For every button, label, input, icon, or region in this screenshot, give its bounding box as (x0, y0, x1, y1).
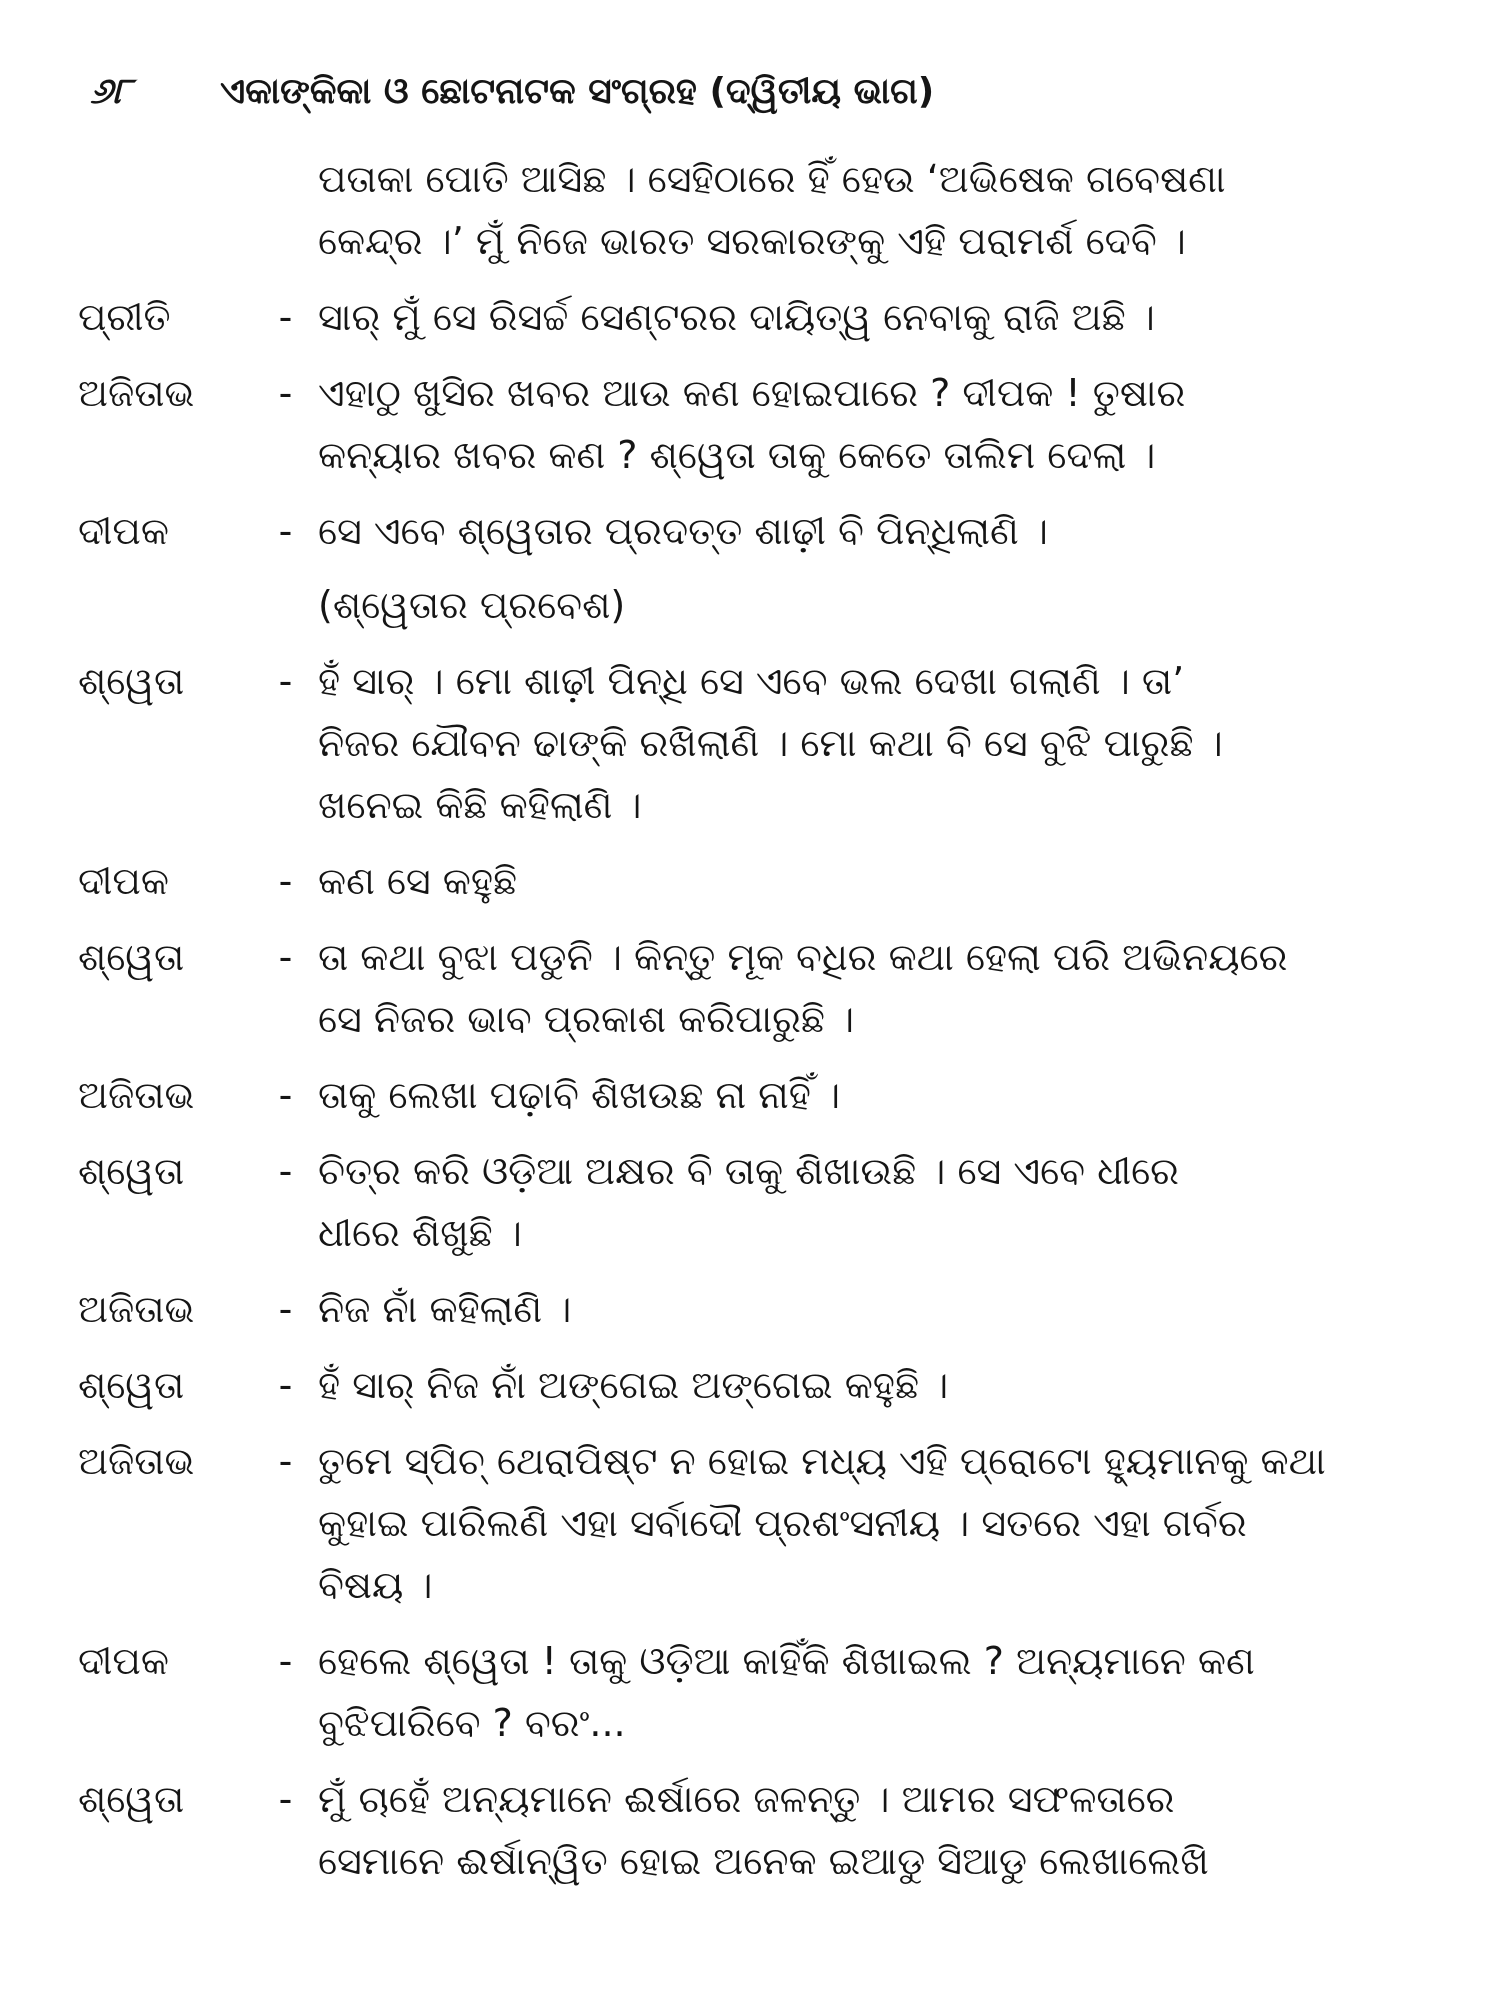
speaker-name: ପ୍ରୀତି (78, 295, 171, 339)
speaker-dash: - (278, 1639, 293, 1683)
speaker-dash: - (278, 1287, 293, 1331)
continuation-line: କେନ୍ଦ୍ର ।’ ମୁଁ ନିଜେ ଭାରତ ସରକାରଙ୍କୁ ଏହି ପରାମର୍ଶ ଦେବି । (318, 219, 1186, 263)
speaker-dash: - (278, 295, 293, 339)
speaker-dash: - (278, 1439, 293, 1483)
speaker-name: ଦୀପକ (78, 509, 169, 553)
dialogue-line: ନିଜର ଯୌବନ ଢାଙ୍କି ରଖିଲାଣି । ମୋ କଥା ବି ସେ ବୁଝି ପାରୁଛି । (318, 721, 1223, 765)
dialogue-text (318, 1768, 1453, 1892)
dialogue-line: ହଁ ସାର୍ । ମୋ ଶାଢ଼ୀ ପିନ୍ଧି ସେ ଏବେ ଭଲ ଦେଖା ଗଲାଣି । ତା’ (318, 659, 1185, 703)
speaker-name: ଶ୍ୱେତା (78, 935, 185, 979)
dialogue-block (78, 650, 1453, 1892)
dialogue-line: ଧୀରେ ଶିଖୁଛି । (318, 1211, 522, 1255)
dialogue-line: ହଁ ସାର୍ ନିଜ ନାଁ ଅଙ୍ଗେଇ ଅଙ୍ଗେଇ କହୁଛି । (318, 1363, 949, 1407)
dialogue-line: ଖନେଇ କିଛି କହିଲାଣି । (318, 783, 642, 827)
dialogue-text (318, 850, 1453, 912)
dialogue-block (78, 286, 1453, 562)
dialogue-line: ନିଜ ନାଁ କହିଲାଣି । (318, 1287, 572, 1331)
dialogue-line: ସେ ଏବେ ଶ୍ୱେତାର ପ୍ରଦତ୍ତ ଶାଢ଼ୀ ବି ପିନ୍ଧିଲାଣି । (318, 509, 1048, 553)
speaker-name: ଶ୍ୱେତା (78, 659, 185, 703)
speaker-name: ଶ୍ୱେତା (78, 1363, 185, 1407)
page-header (90, 62, 1440, 122)
stage-direction: (ଶ୍ୱେତାର ପ୍ରବେଶ) (318, 583, 626, 627)
speaker-name: ଅଜିତାଭ (78, 371, 195, 415)
dialogue-text (318, 926, 1453, 1050)
speech-row (78, 1768, 1453, 1892)
speech-row (78, 650, 1453, 836)
dialogue-text (318, 286, 1453, 348)
dialogue-line: ସେ ନିଜର ଭାବ ପ୍ରକାଶ କରିପାରୁଛି । (318, 997, 855, 1041)
dialogue-line: ସେମାନେ ଈର୍ଷାନ୍ୱିତ ହୋଇ ଅନେକ ଇଆଡୁ ସିଆଡୁ ଲେଖାଲେଖି (318, 1839, 1209, 1883)
dialogue-text (318, 362, 1453, 486)
dialogue-text (318, 1140, 1453, 1264)
dialogue-line: ବୁଝିପାରିବେ ? ବରଂ... (318, 1701, 626, 1745)
speaker-name: ଅଜିତାଭ (78, 1287, 195, 1331)
speech-row (78, 1278, 1453, 1340)
speaker-dash: - (278, 1363, 293, 1407)
speaker-name: ଶ୍ୱେତା (78, 1777, 185, 1821)
dialogue-line: ବିଷୟ । (318, 1563, 433, 1607)
dialogue-line: ତା କଥା ବୁଝା ପଡୁନି । କିନ୍ତୁ ମୂକ ବଧିର କଥା ହେଲା ପରି ଅଭିନୟରେ (318, 935, 1288, 979)
continuation-line: ପତାକା ପୋତି ଆସିଛ । ସେହିଠାରେ ହିଁ ହେଉ ‘ଅଭିଷେକ ଗବେଷଣା (318, 157, 1226, 201)
dialogue-line: ତାକୁ ଲେଖା ପଢ଼ାବି ଶିଖଉଛ ନା ନାହିଁ । (318, 1073, 841, 1117)
dialogue-text (318, 1430, 1453, 1616)
speech-row (78, 1630, 1453, 1754)
speaker-name: ଦୀପକ (78, 859, 169, 903)
speaker-dash: - (278, 659, 293, 703)
dialogue-line: ଚିତ୍ର କରି ଓଡ଼ିଆ ଅକ୍ଷର ବି ତାକୁ ଶିଖାଉଛି । ସେ ଏବେ ଧୀରେ (318, 1149, 1179, 1193)
dialogue-line: ଏହାଠୁ ଖୁସିର ଖବର ଆଉ କଣ ହୋଇପାରେ ? ଦୀପକ ! ତୁଷାର (318, 371, 1186, 415)
speech-row (78, 1140, 1453, 1264)
dialogue-text (318, 1630, 1453, 1754)
dialogue-text (318, 1278, 1453, 1340)
speech-row (78, 850, 1453, 912)
speaker-dash: - (278, 859, 293, 903)
speaker-name: ଦୀପକ (78, 1639, 169, 1683)
speaker-dash: - (278, 1149, 293, 1193)
speech-row (78, 500, 1453, 562)
speech-row (78, 362, 1453, 486)
speaker-dash: - (278, 1777, 293, 1821)
speech-row (78, 286, 1453, 348)
dialogue-line: ହେଲେ ଶ୍ୱେତା ! ତାକୁ ଓଡ଼ିଆ କାହିଁକି ଶିଖାଇଲ ? ଅନ୍ୟମାନେ କଣ (318, 1639, 1255, 1683)
speech-row (78, 1430, 1453, 1616)
dialogue-line: ମୁଁ ଚାହେଁ ଅନ୍ୟମାନେ ଈର୍ଷାରେ ଜଳନ୍ତୁ । ଆମର ସଫଳତାରେ (318, 1777, 1175, 1821)
speaker-dash: - (278, 935, 293, 979)
speaker-name: ଶ୍ୱେତା (78, 1149, 185, 1193)
running-title: ଏକାଙ୍କିକା ଓ ଛୋଟନାଟକ ସଂଗ୍ରହ (ଦ୍ୱିତୀୟ ଭାଗ) (220, 71, 935, 112)
speaker-dash: - (278, 509, 293, 553)
dialogue-text (318, 650, 1453, 836)
dialogue-line: ସାର୍ ମୁଁ ସେ ରିସର୍ଚ୍ଚ ସେଣ୍ଟରର ଦାୟିତ୍ୱ ନେବାକୁ ରାଜି ଅଛି । (318, 295, 1155, 339)
speech-row (78, 1354, 1453, 1416)
dialogue-line: କଣ ସେ କହୁଛି (318, 859, 518, 903)
speaker-name: ଅଜିତାଭ (78, 1073, 195, 1117)
dialogue-text (318, 1064, 1453, 1126)
dialogue-line: କୁହାଇ ପାରିଲଣି ଏହା ସର୍ବାଦୌ ପ୍ରଶଂସନୀୟ । ସତରେ ଏହା ଗର୍ବର (318, 1501, 1247, 1545)
speech-row (78, 1064, 1453, 1126)
speaker-dash: - (278, 1073, 293, 1117)
page-body (78, 148, 1453, 1892)
dialogue-text (318, 1354, 1453, 1416)
speaker-dash: - (278, 371, 293, 415)
speech-row (78, 926, 1453, 1050)
dialogue-line: ତୁମେ ସ୍ପିଚ୍ ଥେରାପିଷ୍ଟ ନ ହୋଇ ମଧ୍ୟ ଏହି ପ୍ରୋଟୋ ହ୍ୟୁମାନକୁ କଥା (318, 1439, 1326, 1483)
dialogue-line: କନ୍ୟାର ଖବର କଣ ? ଶ୍ୱେତା ତାକୁ କେତେ ତାଲିମ ଦେଲା । (318, 433, 1156, 477)
dialogue-text (318, 500, 1453, 562)
speaker-name: ଅଜିତାଭ (78, 1439, 195, 1483)
page-number: ୬୮ (90, 71, 132, 112)
